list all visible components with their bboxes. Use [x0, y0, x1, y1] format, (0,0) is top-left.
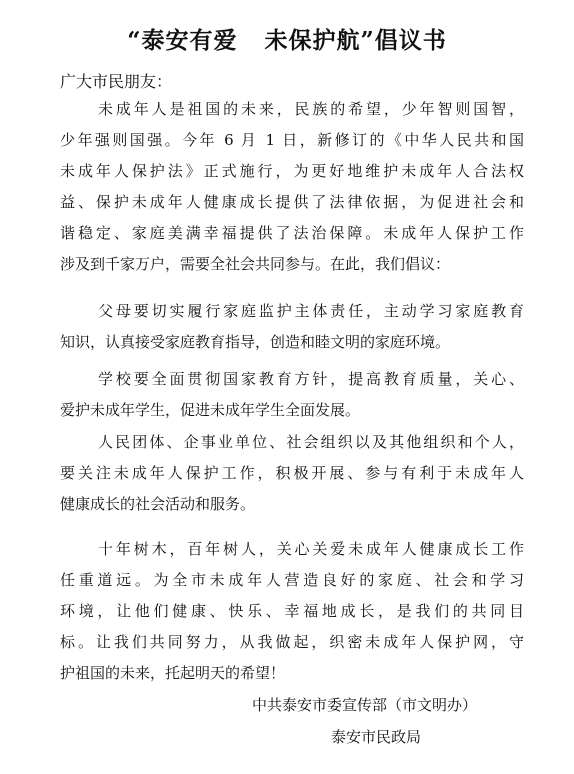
paragraph-line: 健康成长的社会活动和服务。: [60, 495, 256, 513]
paragraph-line: 少年强则国强。今年 6 月 1 日，新修订的《中华人民共和国: [60, 131, 524, 149]
paragraph-line: 父母要切实履行家庭监护主体责任，主动学习家庭教育: [98, 302, 524, 320]
paragraph-line: 护祖国的未来，托起明天的希望！: [60, 664, 286, 682]
paragraph-line: 爱护未成年学生，促进未成年学生全面发展。: [60, 401, 361, 419]
paragraph-line: 未成年人保护法》正式施行，为更好地维护未成年人合法权: [60, 162, 524, 180]
document-title: “泰安有爱 未保护航”倡议书: [127, 27, 447, 54]
paragraph-line: 知识，认真接受家庭教育指导，创造和睦文明的家庭环境。: [60, 333, 451, 351]
paragraph-1: [60, 94, 524, 280]
signature-publicity-department: 中共泰安市委宣传部（市文明办）: [252, 696, 478, 714]
paragraph-3: [60, 364, 524, 426]
paragraph-line: 学校要全面贯彻国家教育方针，提高教育质量，关心、: [98, 370, 524, 388]
paragraph-line: 环境，让他们健康、快乐、幸福地成长，是我们的共同目: [60, 602, 524, 620]
paragraph-line: 任重道远。为全市未成年人营造良好的家庭、社会和学习: [60, 571, 524, 589]
paragraph-line: 谐稳定、家庭美满幸福提供了法治保障。未成年人保护工作: [60, 224, 524, 242]
signature-civil-affairs-bureau: 泰安市民政局: [331, 728, 422, 746]
paragraph-5: [60, 534, 524, 689]
paragraph-line: 标。让我们共同努力，从我做起，织密未成年人保护网，守: [60, 633, 524, 651]
paragraph-line: 人民团体、企事业单位、社会组织以及其他组织和个人，: [98, 433, 524, 451]
paragraph-line: 要关注未成年人保护工作，积极开展、参与有利于未成年人: [60, 464, 524, 482]
paragraph-4: [60, 427, 524, 520]
paragraph-line: 十年树木，百年树人，关心关爱未成年人健康成长工作: [98, 540, 524, 558]
salutation: 广大市民朋友：: [60, 72, 173, 91]
paragraph-2: [60, 296, 524, 358]
paragraph-line: 涉及到千家万户，需要全社会共同参与。在此，我们倡议：: [60, 255, 451, 273]
paragraph-line: 未成年人是祖国的未来，民族的希望，少年智则国智，: [98, 100, 524, 118]
paragraph-line: 益、保护未成年人健康成长提供了法律依据，为促进社会和: [60, 193, 524, 211]
